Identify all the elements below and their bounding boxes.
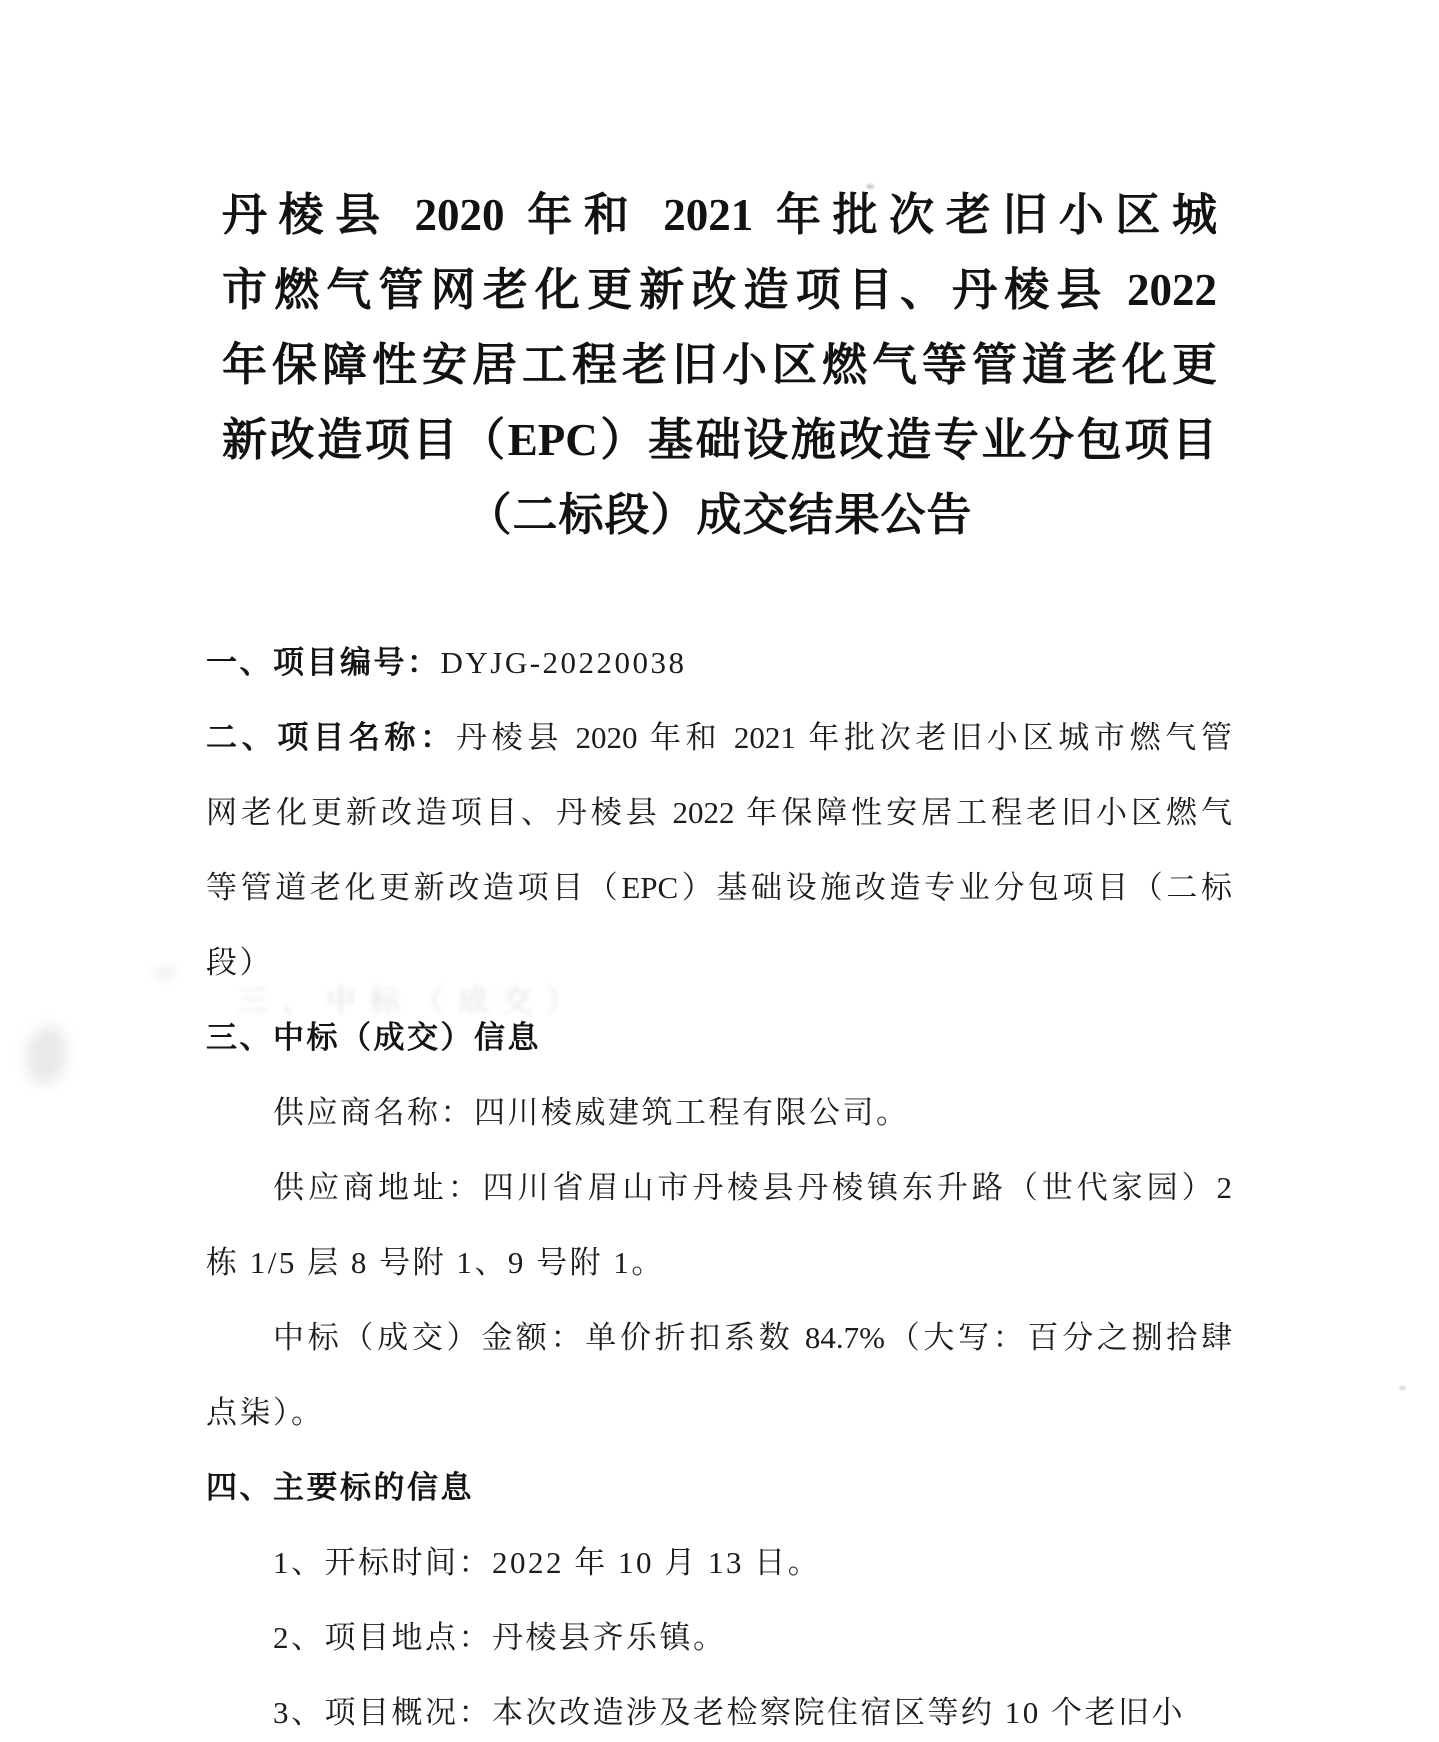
title-line-3: 年保障性安居工程老旧小区燃气等管道老化更: [222, 340, 1217, 390]
title-line-4: 新改造项目（EPC）基础设施改造专业分包项目: [222, 415, 1217, 465]
project-location-line: 2、项目地点：丹棱县齐乐镇。: [273, 1620, 727, 1655]
scan-speck: [1399, 1386, 1406, 1390]
project-overview-line: 3、项目概况：本次改造涉及老检察院住宿区等约 10 个老旧小: [273, 1695, 1185, 1730]
project-name-line-2: 网老化更新改造项目、丹棱县 2022 年保障性安居工程老旧小区燃气: [206, 795, 1232, 830]
project-name-line-3: 等管道老化更新改造项目（EPC）基础设施改造专业分包项目（二标: [206, 870, 1232, 905]
bid-opening-time-line: 1、开标时间：2022 年 10 月 13 日。: [273, 1545, 822, 1580]
title-line-5: （二标段）成交结果公告: [466, 490, 973, 540]
project-name-line-1: 二、项目名称：丹棱县 2020 年和 2021 年批次老旧小区城市燃气管: [206, 720, 1233, 755]
subject-info-heading: 四、主要标的信息: [206, 1470, 474, 1505]
ghost-print-through: 三、中标（成交）: [238, 985, 590, 1018]
title-line-2: 市燃气管网老化更新改造项目、丹棱县 2022: [222, 265, 1217, 315]
project-number-label: 一、项目编号：: [206, 645, 441, 680]
title-line-1: 丹棱县 2020 年和 2021 年批次老旧小区城: [222, 190, 1217, 240]
document-body: [206, 625, 1232, 1742]
project-number-line: [206, 625, 1232, 700]
scan-smudge: [26, 1026, 66, 1084]
project-number-value: DYJG-20220038: [440, 645, 687, 680]
award-info-heading: 三、中标（成交）信息: [206, 1020, 541, 1055]
supplier-name-line: 供应商名称：四川棱威建筑工程有限公司。: [273, 1095, 910, 1130]
award-amount-line-1: 中标（成交）金额：单价折扣系数 84.7%（大写：百分之捌拾肆: [273, 1320, 1232, 1355]
project-name-line-4: 段）: [206, 945, 273, 980]
award-amount-line-2: 点柒）。: [206, 1395, 325, 1430]
supplier-address-line-2: 栋 1/5 层 8 号附 1、9 号附 1。: [206, 1245, 665, 1280]
document-title: [222, 178, 1217, 553]
scan-speck: [152, 966, 178, 980]
supplier-address-line-1: 供应商地址：四川省眉山市丹棱县丹棱镇东升路（世代家园）2: [273, 1170, 1232, 1205]
project-name-label: 二、项目名称：: [206, 720, 456, 755]
